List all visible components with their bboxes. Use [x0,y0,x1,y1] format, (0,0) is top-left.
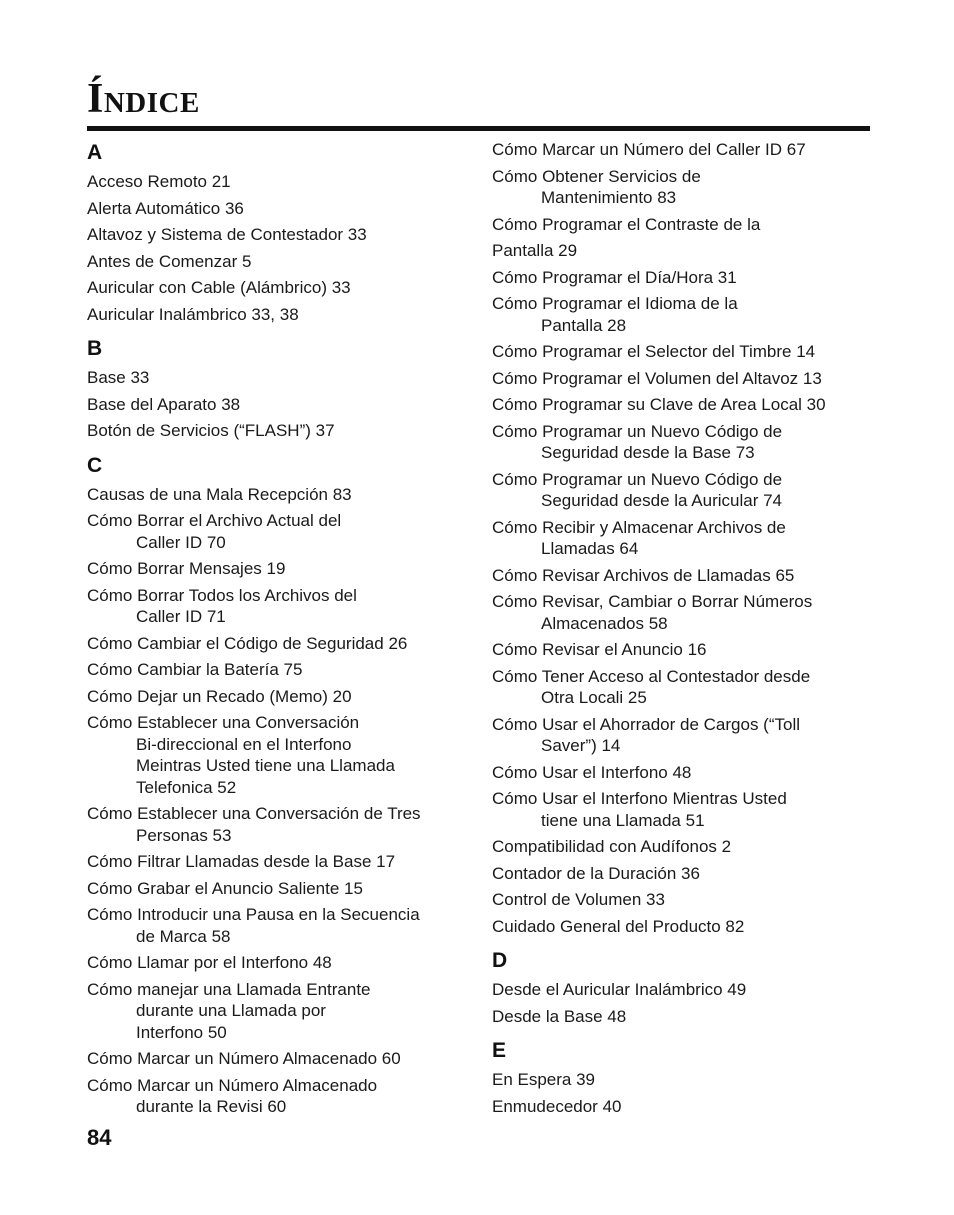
index-entry: Desde la Base 48 [492,1006,627,1026]
index-entry: Compatibilidad con Audífonos 2 [492,837,732,856]
index-entry: Causas de una Mala Recepción 83 [87,484,352,504]
index-entry: Cómo manejar una Llamada Entrante durante una Llamada por Interfono 50 [87,979,371,1042]
index-entry: Cómo Programar el Contraste de la [492,214,761,234]
index-entry: Cómo Usar el Interfono Mientras Usted tiene una Llamada 51 [492,789,787,830]
index-entry: Cómo Marcar un Número del Caller ID 67 [492,140,806,159]
index-entry: Cómo Revisar el Anuncio 16 [492,640,707,659]
index-entry: Altavoz y Sistema de Contestador 33 [87,225,367,244]
index-entry: Cómo Revisar Archivos de Llamadas 65 [492,565,795,585]
index-entry: Cómo Establecer una Conversación de Tres Personas 53 [87,804,421,845]
section-letter-a: A [87,141,103,164]
index-entry: Cómo Tener Acceso al Contestador desde Otra Locali 25 [492,666,811,707]
index-entry: Enmudecedor 40 [492,1096,622,1116]
index-entry: Cómo Cambiar la Batería 75 [87,660,303,679]
index-entry: Base del Aparato 38 [87,394,241,414]
index-entry: Cómo Borrar el Archivo Actual del Caller ID 70 [87,511,342,552]
index-entry: Pantalla 29 [492,241,578,260]
index-entry-list [492,139,872,937]
index-entry: Auricular Inalámbrico 33, 38 [87,304,299,324]
page-title: Índice [87,76,200,122]
index-entry: Cómo Usar el Ahorrador de Cargos (“Toll Saver”) 14 [492,714,801,755]
index-entry: Cómo Obtener Servicios de Mantenimiento 83 [492,166,701,207]
index-entry: Cómo Programar el Volumen del Altavoz 13 [492,368,822,388]
index-entry-list [87,171,467,325]
section-letter-b: B [87,337,103,360]
section-letter-c: C [87,453,103,477]
index-entry: Cómo Borrar Mensajes 19 [87,559,286,578]
index-entry: Alerta Automático 36 [87,198,244,218]
section-letter-d: D [492,949,508,972]
index-entry: Cómo Introducir una Pausa en la Secuencia de Marca 58 [87,905,420,946]
page-number: 84 [87,1125,112,1150]
index-entry: Control de Volumen 33 [492,890,665,909]
section-letter-e: E [492,1039,507,1062]
index-entry: Contador de la Duración 36 [492,863,700,883]
title-rule [87,126,870,131]
index-entry: Cómo Grabar el Anuncio Saliente 15 [87,878,363,898]
index-entry: Antes de Comenzar 5 [87,251,252,271]
index-entry: Cómo Usar el Interfono 48 [492,762,692,782]
index-entry: Desde el Auricular Inalámbrico 49 [492,980,747,999]
index-entry: Cómo Programar el Idioma de la Pantalla 28 [492,294,738,335]
index-entry: Cómo Programar el Selector del Timbre 14 [492,342,816,361]
index-column-right [492,139,872,1122]
index-entry: Cómo Dejar un Recado (Memo) 20 [87,686,352,706]
index-entry-list [492,1069,872,1117]
index-entry: En Espera 39 [492,1070,596,1089]
index-entry: Cuidado General del Producto 82 [492,916,745,936]
index-column-left [87,139,467,1123]
index-entry: Cómo Programar un Nuevo Código de Seguridad desde la Base 73 [492,421,783,462]
index-entry: Base 33 [87,368,150,387]
index-entry: Auricular con Cable (Alámbrico) 33 [87,278,351,297]
index-entry: Cómo Programar un Nuevo Código de Seguridad desde la Auricular 74 [492,469,783,510]
index-entry: Cómo Marcar un Número Almacenado durante la Revisi 60 [87,1075,378,1116]
index-entry: Cómo Establecer una Conversación Bi-direccional en el Interfono Meintras Usted tiene una Llamada Telefonica 52 [87,713,395,797]
index-entry: Cómo Revisar, Cambiar o Borrar Números Almacenados 58 [492,592,813,633]
index-entry-list [492,979,872,1027]
index-entry: Cómo Programar su Clave de Area Local 30 [492,395,826,414]
index-entry: Cómo Cambiar el Código de Seguridad 26 [87,633,408,653]
index-entry: Cómo Filtrar Llamadas desde la Base 17 [87,852,396,871]
index-entry: Cómo Recibir y Almacenar Archivos de Llamadas 64 [492,517,786,558]
index-entry: Cómo Llamar por el Interfono 48 [87,953,332,972]
index-entry-list [87,484,467,1118]
index-entry-list [87,367,467,442]
index-entry: Botón de Servicios (“FLASH”) 37 [87,421,335,440]
index-entry: Acceso Remoto 21 [87,172,231,191]
index-entry: Cómo Programar el Día/Hora 31 [492,267,737,287]
index-entry: Cómo Marcar un Número Almacenado 60 [87,1049,401,1068]
index-entry: Cómo Borrar Todos los Archivos del Caller ID 71 [87,585,357,626]
